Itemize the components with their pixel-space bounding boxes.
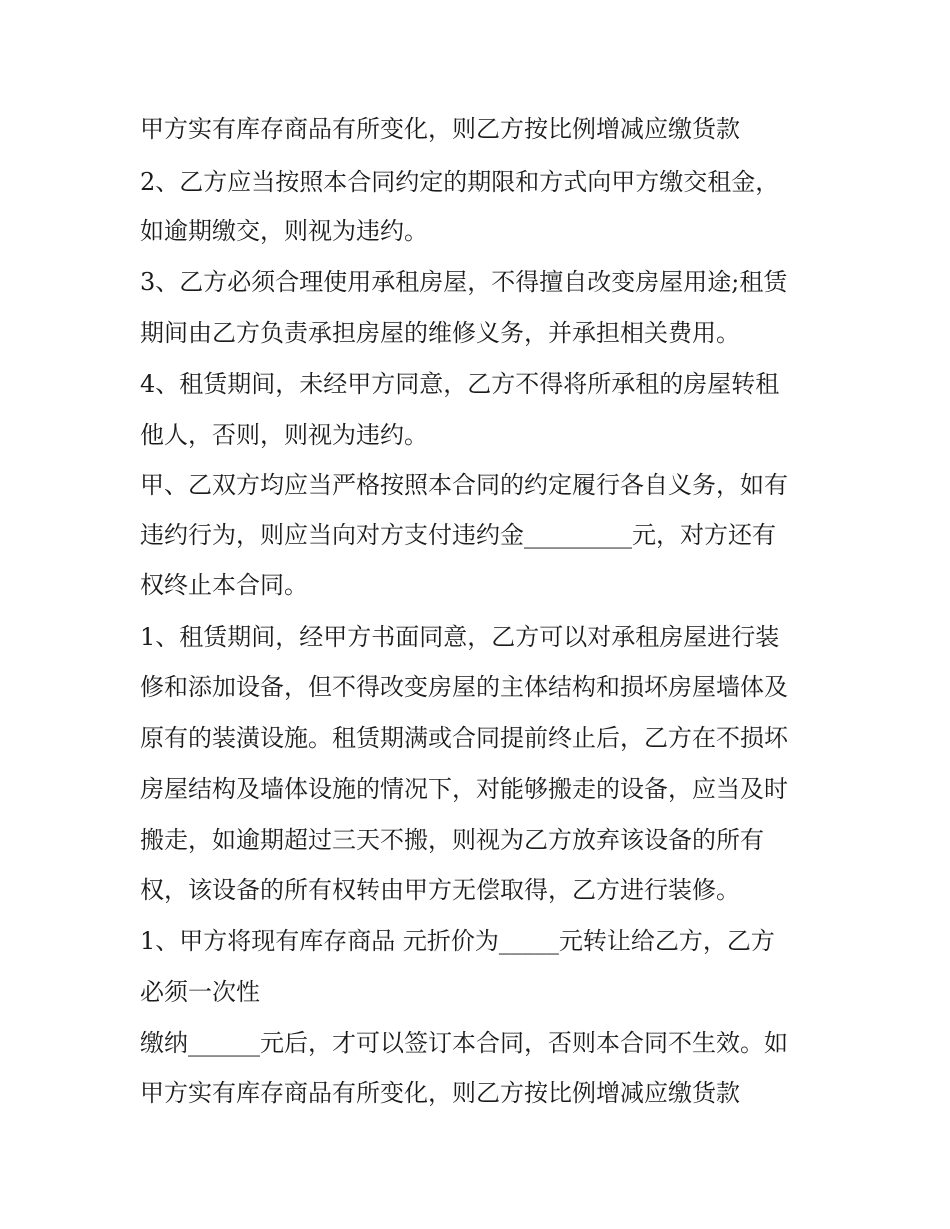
paragraph-line: 甲方实有库存商品有所变化，则乙方按比例增减应缴货款	[140, 1079, 740, 1107]
paragraph-line: 原有的装潢设施。租赁期满或合同提前终止后，乙方在不损坏	[140, 724, 788, 752]
paragraph-line: 3、乙方必须合理使用承租房屋，不得擅自改变房屋用途;租赁	[140, 268, 788, 296]
paragraph-line: 甲、乙双方均应当严格按照本合同的约定履行各自义务，如有	[140, 471, 788, 499]
paragraph-line: 必须一次性	[140, 978, 260, 1006]
paragraph-line: 如逾期缴交，则视为违约。	[140, 217, 428, 245]
paragraph-line: 缴纳______元后，才可以签订本合同，否则本合同不生效。如	[140, 1029, 788, 1057]
paragraph-line: 2、乙方应当按照本合同约定的期限和方式向甲方缴交租金，	[140, 168, 780, 196]
paragraph-line: 权，该设备的所有权转由甲方无偿取得，乙方进行装修。	[140, 876, 740, 904]
paragraph-line: 权终止本合同。	[140, 571, 308, 599]
paragraph-line: 搬走，如逾期超过三天不搬，则视为乙方放弃该设备的所有	[140, 826, 764, 854]
paragraph-line: 1、租赁期间，经甲方书面同意，乙方可以对承租房屋进行装	[140, 623, 780, 651]
paragraph-line: 他人，否则，则视为违约。	[140, 421, 428, 449]
paragraph-line: 期间由乙方负责承担房屋的维修义务，并承担相关费用。	[140, 319, 740, 347]
paragraph-line: 4、租赁期间，未经甲方同意，乙方不得将所承租的房屋转租	[140, 370, 780, 398]
paragraph-line: 违约行为，则应当向对方支付违约金_________元，对方还有	[140, 521, 776, 549]
paragraph-line: 房屋结构及墙体设施的情况下，对能够搬走的设备，应当及时	[140, 775, 788, 803]
paragraph-line: 1、甲方将现有库存商品 元折价为_____元转让给乙方，乙方	[140, 927, 775, 955]
paragraph-line: 甲方实有库存商品有所变化，则乙方按比例增减应缴货款	[140, 115, 740, 143]
paragraph-line: 修和添加设备，但不得改变房屋的主体结构和损坏房屋墙体及	[140, 673, 788, 701]
